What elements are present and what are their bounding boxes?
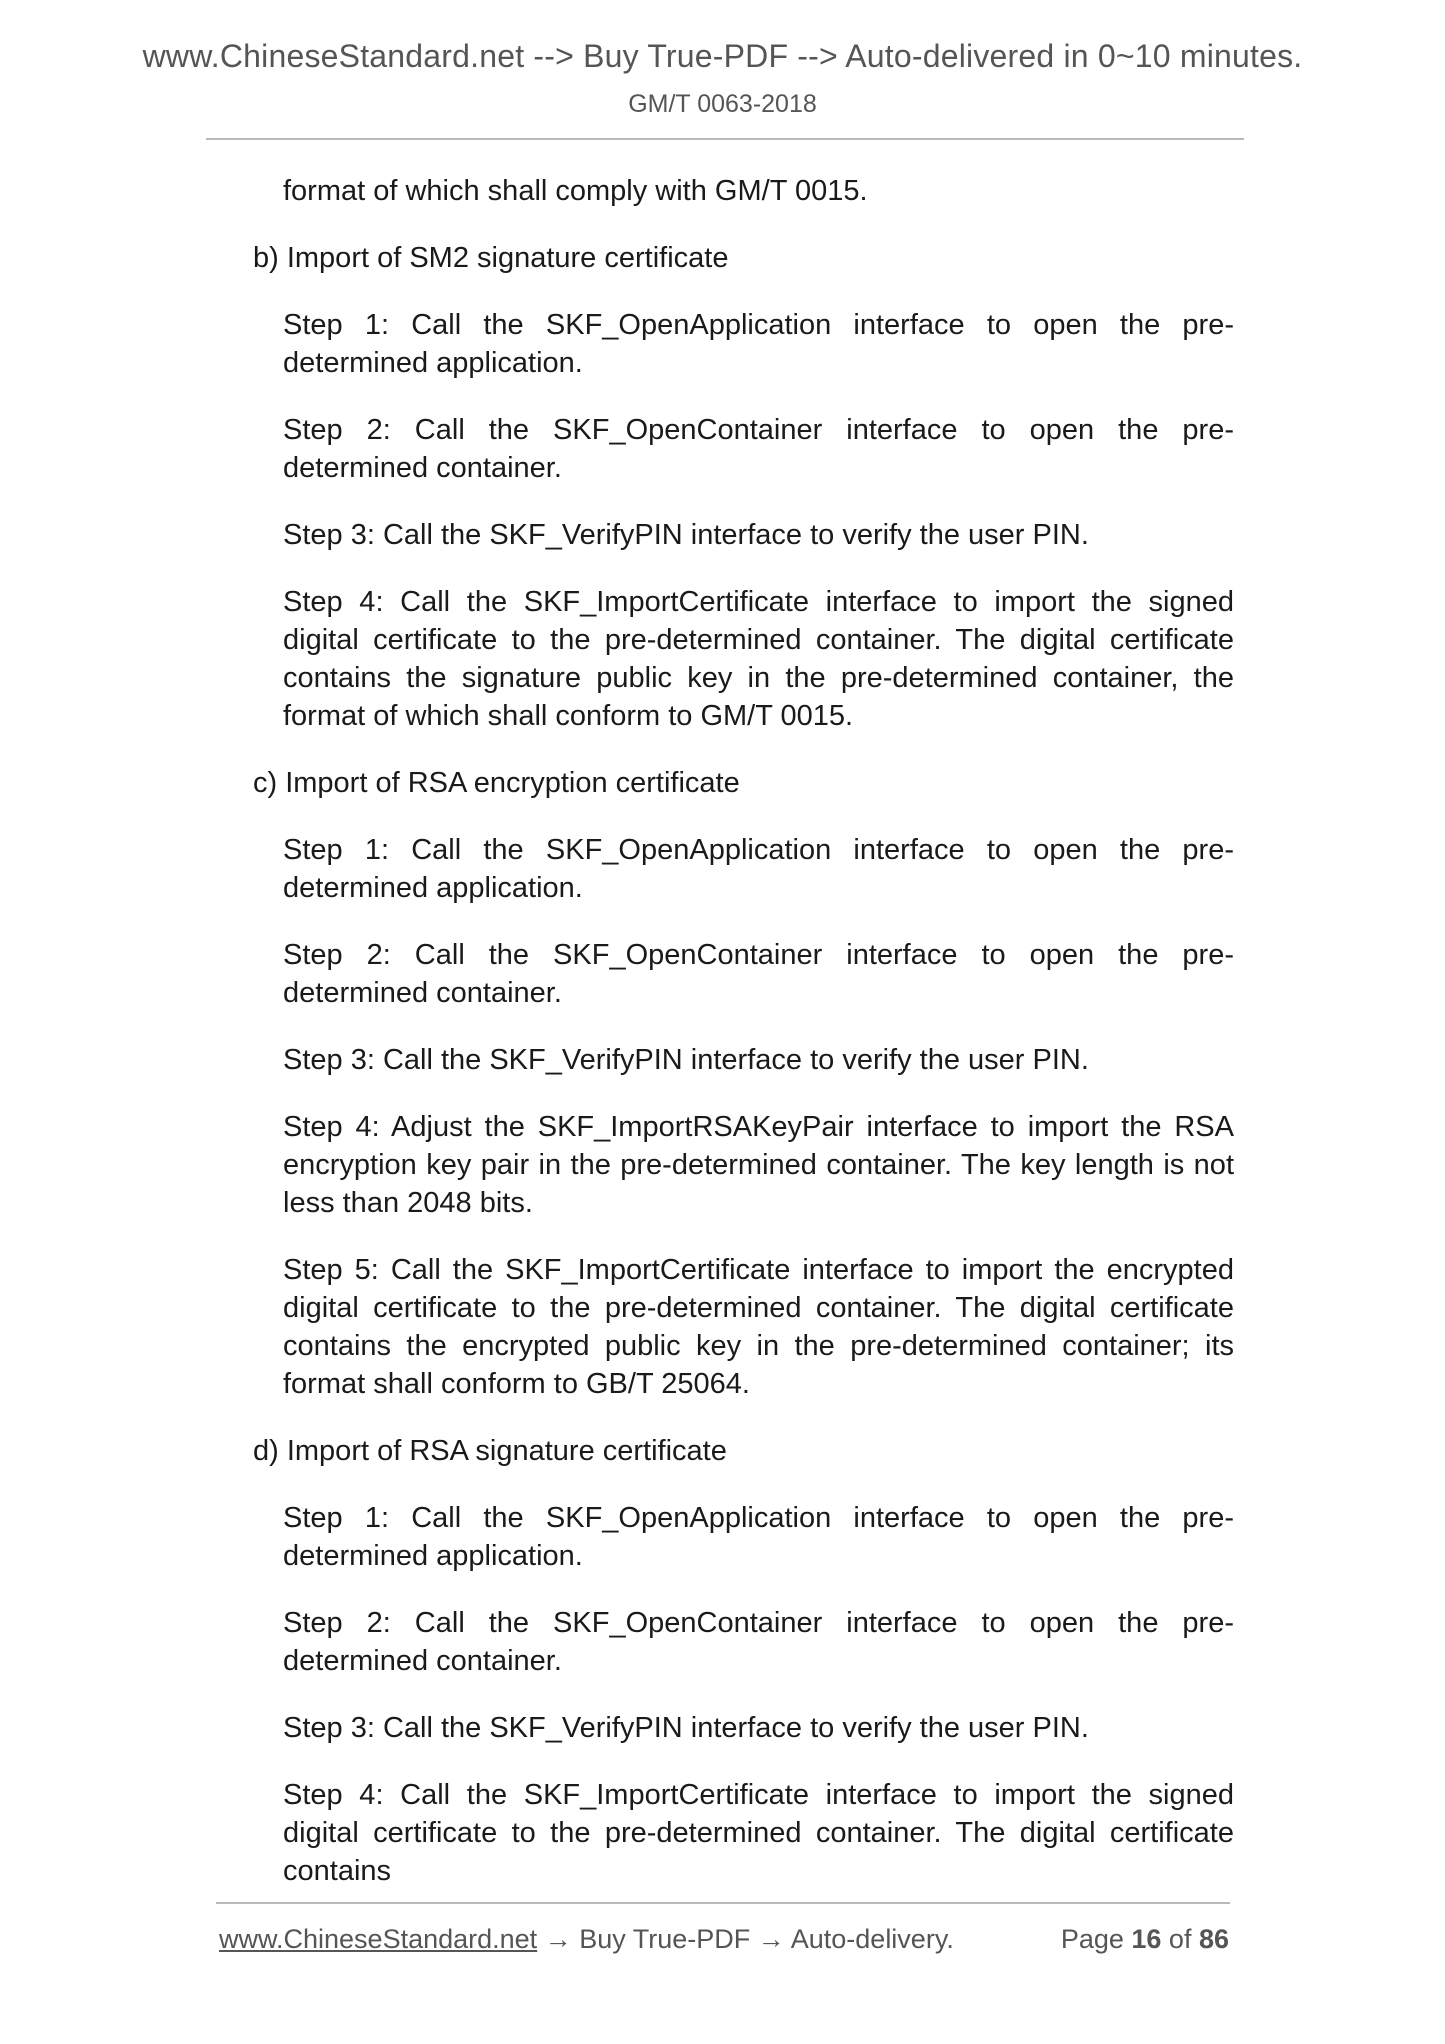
paragraph-continuation: format of which shall comply with GM/T 0015. <box>283 175 868 207</box>
step-paragraph: Step 1: Call the SKF_OpenApplication interface to open the pre-determined application. <box>283 309 1234 379</box>
step-paragraph: Step 3: Call the SKF_VerifyPIN interface to verify the user PIN. <box>283 1044 1089 1076</box>
of-label: of <box>1161 1924 1199 1954</box>
footer-promo <box>219 1924 954 1955</box>
step-paragraph: Step 4: Call the SKF_ImportCertificate interface to import the signed digital certificate to the pre-determined container. The digital certificate contains <box>283 1779 1234 1887</box>
page-indicator <box>1061 1924 1229 1955</box>
step-paragraph: Step 4: Adjust the SKF_ImportRSAKeyPair interface to import the RSA encryption key pair in the pre-determined container. The key length is not less than 2048 bits. <box>283 1111 1234 1219</box>
footer-divider <box>216 1902 1230 1904</box>
section-heading-sm2-signature: b) Import of SM2 signature certificate <box>253 242 729 274</box>
step-paragraph: Step 2: Call the SKF_OpenContainer interface to open the pre-determined container. <box>283 939 1234 1009</box>
step-paragraph: Step 1: Call the SKF_OpenApplication interface to open the pre-determined application. <box>283 1502 1234 1572</box>
step-paragraph: Step 2: Call the SKF_OpenContainer interface to open the pre-determined container. <box>283 1607 1234 1677</box>
step-paragraph: Step 3: Call the SKF_VerifyPIN interface to verify the user PIN. <box>283 519 1089 551</box>
section-heading-rsa-encryption: c) Import of RSA encryption certificate <box>253 767 740 799</box>
site-link[interactable]: www.ChineseStandard.net <box>219 1924 538 1954</box>
step-paragraph: Step 4: Call the SKF_ImportCertificate interface to import the signed digital certificate to the pre-determined container. The digital certificate contains the signature public key in the pre-determined container, the format of which shall conform to GM/T 0015. <box>283 586 1234 732</box>
current-page-number: 16 <box>1131 1924 1162 1954</box>
step-paragraph: Step 5: Call the SKF_ImportCertificate interface to import the encrypted digital certificate to the pre-determined container. The digital certificate contains the encrypted public key in the pre-determined container; its format shall conform to GB/T 25064. <box>283 1254 1234 1400</box>
page-label: Page <box>1060 1924 1132 1954</box>
page-footer <box>219 1924 1229 1964</box>
footer-tagline: → Buy True-PDF → Auto-delivery. <box>537 1924 954 1954</box>
total-page-number: 86 <box>1198 1924 1229 1954</box>
step-paragraph: Step 1: Call the SKF_OpenApplication interface to open the pre-determined application. <box>283 834 1234 904</box>
header-banner: www.ChineseStandard.net --> Buy True-PDF --> Auto-delivered in 0~10 minutes. <box>142 38 1303 74</box>
step-paragraph: Step 2: Call the SKF_OpenContainer interface to open the pre-determined container. <box>283 414 1234 484</box>
standard-number: GM/T 0063-2018 <box>628 90 817 118</box>
section-heading-rsa-signature: d) Import of RSA signature certificate <box>253 1435 727 1467</box>
header-divider <box>206 138 1244 140</box>
step-paragraph: Step 3: Call the SKF_VerifyPIN interface to verify the user PIN. <box>283 1712 1089 1744</box>
